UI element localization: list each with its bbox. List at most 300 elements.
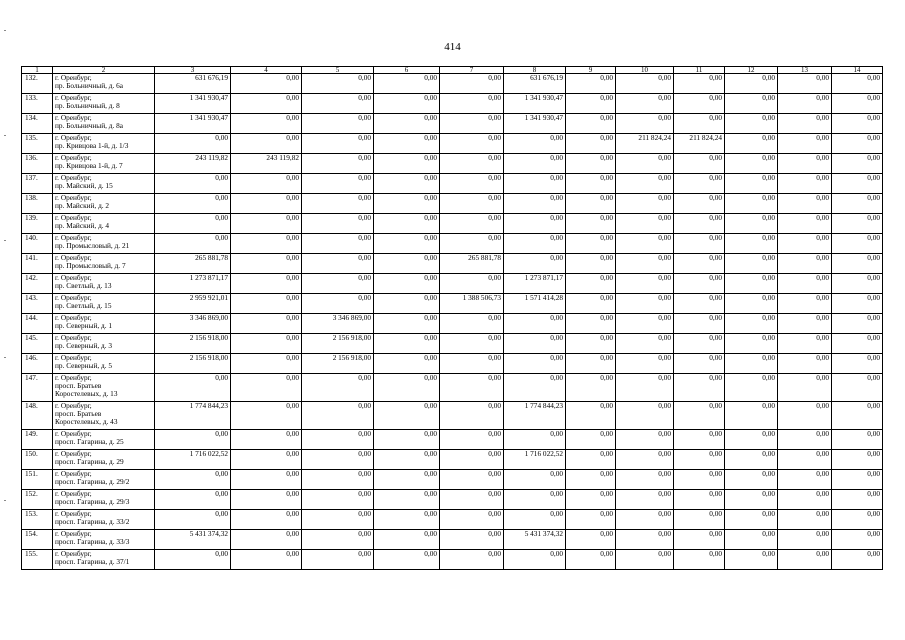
amount-cell: 0,00 <box>778 374 832 402</box>
address-line: пр. Больничный, д. 8 <box>55 101 120 110</box>
column-number: 12 <box>725 67 778 74</box>
amount-cell: 0,00 <box>674 254 725 274</box>
amount-cell: 0,00 <box>440 314 504 334</box>
amount-cell: 0,00 <box>374 470 440 490</box>
address-line: просп. Гагарина, д. 25 <box>55 437 124 446</box>
amount-cell: 0,00 <box>832 374 883 402</box>
amount-cell: 1 341 930,47 <box>504 114 566 134</box>
address-line: пр. Светлый, д. 15 <box>55 301 112 310</box>
amount-cell: 0,00 <box>302 74 374 94</box>
address-line: пр. Больничный, д. 8а <box>55 121 124 130</box>
amount-cell: 0,00 <box>832 294 883 314</box>
amount-cell: 0,00 <box>504 214 566 234</box>
address-cell <box>53 94 155 114</box>
address-line: г. Оренбург, <box>55 73 92 82</box>
amount-cell: 0,00 <box>374 154 440 174</box>
column-number: 9 <box>566 67 616 74</box>
amount-cell: 0,00 <box>616 470 674 490</box>
amount-cell: 0,00 <box>674 374 725 402</box>
address-line: г. Оренбург, <box>55 489 92 498</box>
row-number: 134. <box>22 114 53 134</box>
amount-cell: 0,00 <box>302 550 374 570</box>
amount-cell: 0,00 <box>440 234 504 254</box>
amount-cell: 0,00 <box>566 74 616 94</box>
amount-cell: 0,00 <box>566 134 616 154</box>
amount-cell: 0,00 <box>155 374 231 402</box>
column-number: 3 <box>155 67 231 74</box>
row-number: 152. <box>22 490 53 510</box>
amount-cell: 0,00 <box>778 530 832 550</box>
row-number: 149. <box>22 430 53 450</box>
address-line: просп. Братьев <box>55 381 102 390</box>
table-row <box>22 154 883 174</box>
amount-cell: 0,00 <box>374 134 440 154</box>
address-line: Коростелевых, д. 13 <box>55 389 118 398</box>
amount-cell: 0,00 <box>440 274 504 294</box>
amount-cell: 0,00 <box>231 354 302 374</box>
amount-cell: 0,00 <box>374 334 440 354</box>
address-cell <box>53 430 155 450</box>
amount-cell: 0,00 <box>725 174 778 194</box>
amount-cell: 0,00 <box>566 470 616 490</box>
amount-cell: 0,00 <box>302 490 374 510</box>
amount-cell: 0,00 <box>778 174 832 194</box>
table-row <box>22 254 883 274</box>
address-line: просп. Гагарина, д. 29/3 <box>55 497 130 506</box>
amount-cell: 0,00 <box>374 490 440 510</box>
row-number: 139. <box>22 214 53 234</box>
amount-cell: 0,00 <box>832 402 883 430</box>
amount-cell: 0,00 <box>674 490 725 510</box>
amount-cell: 0,00 <box>155 174 231 194</box>
amount-cell: 0,00 <box>616 274 674 294</box>
row-number: 155. <box>22 550 53 570</box>
amount-cell: 0,00 <box>440 94 504 114</box>
amount-cell: 3 346 869,00 <box>302 314 374 334</box>
address-line: пр. Больничный, д. 6а <box>55 81 124 90</box>
amount-cell: 0,00 <box>504 550 566 570</box>
address-line: г. Оренбург, <box>55 353 92 362</box>
amount-cell: 0,00 <box>374 510 440 530</box>
amount-cell: 0,00 <box>231 490 302 510</box>
amount-cell: 0,00 <box>778 74 832 94</box>
amount-cell: 0,00 <box>231 402 302 430</box>
address-cell <box>53 510 155 530</box>
amount-cell: 0,00 <box>674 550 725 570</box>
amount-cell: 0,00 <box>440 490 504 510</box>
amount-cell: 0,00 <box>616 530 674 550</box>
row-number: 143. <box>22 294 53 314</box>
address-cell <box>53 334 155 354</box>
amount-cell: 0,00 <box>778 314 832 334</box>
table-row <box>22 402 883 430</box>
amount-cell: 211 824,24 <box>616 134 674 154</box>
amount-cell: 0,00 <box>231 134 302 154</box>
amount-cell: 0,00 <box>725 374 778 402</box>
column-number-row <box>22 67 883 74</box>
amount-cell: 0,00 <box>566 314 616 334</box>
row-number: 140. <box>22 234 53 254</box>
amount-cell: 0,00 <box>374 402 440 430</box>
amount-cell: 0,00 <box>566 114 616 134</box>
amount-cell: 0,00 <box>778 430 832 450</box>
amount-cell: 0,00 <box>374 294 440 314</box>
amount-cell: 0,00 <box>504 334 566 354</box>
amount-cell: 0,00 <box>674 510 725 530</box>
amount-cell: 0,00 <box>302 402 374 430</box>
address-line: пр. Промысловый, д. 7 <box>55 261 126 270</box>
amount-cell: 0,00 <box>302 294 374 314</box>
amount-cell: 0,00 <box>374 274 440 294</box>
amount-cell: 0,00 <box>832 510 883 530</box>
address-line: г. Оренбург, <box>55 173 92 182</box>
amount-cell: 0,00 <box>725 334 778 354</box>
amount-cell: 0,00 <box>231 510 302 530</box>
amount-cell: 0,00 <box>566 530 616 550</box>
amount-cell: 0,00 <box>725 114 778 134</box>
amount-cell: 0,00 <box>674 294 725 314</box>
table-row <box>22 194 883 214</box>
table-row <box>22 550 883 570</box>
amount-cell: 0,00 <box>832 274 883 294</box>
amount-cell: 0,00 <box>778 274 832 294</box>
amount-cell: 0,00 <box>440 74 504 94</box>
amount-cell: 0,00 <box>566 274 616 294</box>
address-line: пр. Северный, д. 1 <box>55 321 113 330</box>
amount-cell: 0,00 <box>504 174 566 194</box>
column-number: 11 <box>674 67 725 74</box>
amount-cell: 0,00 <box>566 550 616 570</box>
amount-cell: 0,00 <box>674 470 725 490</box>
amount-cell: 0,00 <box>674 154 725 174</box>
amount-cell: 1 341 930,47 <box>155 94 231 114</box>
amount-cell: 0,00 <box>566 450 616 470</box>
amount-cell: 0,00 <box>832 550 883 570</box>
amount-cell: 0,00 <box>674 234 725 254</box>
amount-cell: 0,00 <box>302 134 374 154</box>
amount-cell: 0,00 <box>778 214 832 234</box>
address-line: г. Оренбург, <box>55 113 92 122</box>
column-number: 5 <box>302 67 374 74</box>
column-number: 14 <box>832 67 883 74</box>
address-cell <box>53 214 155 234</box>
amount-cell: 0,00 <box>440 550 504 570</box>
amount-cell: 0,00 <box>778 354 832 374</box>
amount-cell: 0,00 <box>674 334 725 354</box>
amount-cell: 2 156 918,00 <box>155 354 231 374</box>
amount-cell: 0,00 <box>674 530 725 550</box>
amount-cell: 1 388 506,73 <box>440 294 504 314</box>
amount-cell: 0,00 <box>616 402 674 430</box>
amount-cell: 0,00 <box>616 174 674 194</box>
address-cell <box>53 274 155 294</box>
amount-cell: 0,00 <box>566 510 616 530</box>
table-row <box>22 450 883 470</box>
address-line: пр. Светлый, д. 13 <box>55 281 112 290</box>
amount-cell: 0,00 <box>725 194 778 214</box>
row-number: 137. <box>22 174 53 194</box>
row-number: 150. <box>22 450 53 470</box>
amount-cell: 0,00 <box>374 550 440 570</box>
amount-cell: 0,00 <box>566 194 616 214</box>
row-number: 142. <box>22 274 53 294</box>
amount-cell: 0,00 <box>504 490 566 510</box>
address-line: г. Оренбург, <box>55 469 92 478</box>
amount-cell: 1 341 930,47 <box>155 114 231 134</box>
amount-cell: 0,00 <box>616 334 674 354</box>
amount-cell: 0,00 <box>832 94 883 114</box>
amount-cell: 0,00 <box>302 194 374 214</box>
table-row <box>22 510 883 530</box>
amount-cell: 0,00 <box>504 194 566 214</box>
amount-cell: 0,00 <box>674 174 725 194</box>
amount-cell: 0,00 <box>616 374 674 402</box>
address-line: просп. Гагарина, д. 29 <box>55 457 124 466</box>
amount-cell: 0,00 <box>616 550 674 570</box>
amount-cell: 0,00 <box>231 114 302 134</box>
table-row <box>22 114 883 134</box>
amount-cell: 0,00 <box>155 214 231 234</box>
address-cell <box>53 402 155 430</box>
address-line: г. Оренбург, <box>55 313 92 322</box>
table-row <box>22 234 883 254</box>
amount-cell: 1 341 930,47 <box>504 94 566 114</box>
address-line: г. Оренбург, <box>55 401 92 410</box>
scan-margin-mark <box>4 500 6 501</box>
amount-cell: 1 716 022,52 <box>155 450 231 470</box>
amount-cell: 0,00 <box>231 234 302 254</box>
amount-cell: 0,00 <box>725 294 778 314</box>
amount-cell: 265 881,78 <box>155 254 231 274</box>
table-row <box>22 334 883 354</box>
amount-cell: 211 824,24 <box>674 134 725 154</box>
column-number: 13 <box>778 67 832 74</box>
amount-cell: 0,00 <box>374 374 440 402</box>
amount-cell: 1 273 871,17 <box>155 274 231 294</box>
amount-cell: 0,00 <box>504 234 566 254</box>
amount-cell: 0,00 <box>504 354 566 374</box>
table-row <box>22 354 883 374</box>
address-line: г. Оренбург, <box>55 373 92 382</box>
scan-margin-mark <box>4 135 6 136</box>
amount-cell: 5 431 374,32 <box>155 530 231 550</box>
address-line: пр. Промысловый, д. 21 <box>55 241 130 250</box>
amount-cell: 0,00 <box>778 94 832 114</box>
address-cell <box>53 74 155 94</box>
amount-cell: 3 346 869,00 <box>155 314 231 334</box>
amount-cell: 0,00 <box>231 450 302 470</box>
amount-cell: 243 119,82 <box>231 154 302 174</box>
amount-cell: 0,00 <box>832 74 883 94</box>
amount-cell: 0,00 <box>302 374 374 402</box>
amount-cell: 2 156 918,00 <box>302 354 374 374</box>
address-line: г. Оренбург, <box>55 273 92 282</box>
address-cell <box>53 374 155 402</box>
amount-cell: 0,00 <box>566 234 616 254</box>
amount-cell: 0,00 <box>725 254 778 274</box>
amount-cell: 0,00 <box>231 174 302 194</box>
row-number: 136. <box>22 154 53 174</box>
address-cell <box>53 234 155 254</box>
amount-cell: 0,00 <box>674 430 725 450</box>
column-number: 6 <box>374 67 440 74</box>
amount-cell: 0,00 <box>725 430 778 450</box>
amount-cell: 0,00 <box>566 354 616 374</box>
column-number: 7 <box>440 67 504 74</box>
amount-cell: 0,00 <box>231 374 302 402</box>
address-cell <box>53 294 155 314</box>
amount-cell: 0,00 <box>725 234 778 254</box>
amount-cell: 0,00 <box>832 254 883 274</box>
amount-cell: 0,00 <box>725 510 778 530</box>
row-number: 132. <box>22 74 53 94</box>
amount-cell: 0,00 <box>504 254 566 274</box>
address-line: пр. Северный, д. 5 <box>55 361 113 370</box>
amount-cell: 0,00 <box>155 194 231 214</box>
amount-cell: 0,00 <box>566 402 616 430</box>
address-line: пр. Майский, д. 2 <box>55 201 110 210</box>
address-cell <box>53 354 155 374</box>
column-number: 8 <box>504 67 566 74</box>
row-number: 147. <box>22 374 53 402</box>
amount-cell: 0,00 <box>231 194 302 214</box>
amount-cell: 0,00 <box>832 234 883 254</box>
amount-cell: 0,00 <box>155 550 231 570</box>
amount-cell: 0,00 <box>616 294 674 314</box>
amount-cell: 0,00 <box>566 174 616 194</box>
amount-cell: 0,00 <box>778 550 832 570</box>
amount-cell: 0,00 <box>440 154 504 174</box>
amount-cell: 0,00 <box>674 74 725 94</box>
amount-cell: 0,00 <box>725 470 778 490</box>
amount-cell: 0,00 <box>778 254 832 274</box>
amount-cell: 2 959 921,01 <box>155 294 231 314</box>
address-line: г. Оренбург, <box>55 449 92 458</box>
amount-cell: 0,00 <box>725 490 778 510</box>
amount-cell: 0,00 <box>302 274 374 294</box>
amount-cell: 0,00 <box>674 314 725 334</box>
address-cell <box>53 490 155 510</box>
amount-cell: 0,00 <box>440 402 504 430</box>
amount-cell: 0,00 <box>566 334 616 354</box>
table-row <box>22 134 883 154</box>
amount-cell: 0,00 <box>440 214 504 234</box>
amount-cell: 0,00 <box>778 294 832 314</box>
amount-cell: 0,00 <box>616 154 674 174</box>
amount-cell: 0,00 <box>832 334 883 354</box>
table-row <box>22 374 883 402</box>
amount-cell: 0,00 <box>302 234 374 254</box>
amount-cell: 0,00 <box>231 550 302 570</box>
address-line: г. Оренбург, <box>55 133 92 142</box>
amount-cell: 0,00 <box>374 530 440 550</box>
row-number: 135. <box>22 134 53 154</box>
amount-cell: 0,00 <box>616 490 674 510</box>
amount-cell: 0,00 <box>674 354 725 374</box>
amount-cell: 0,00 <box>440 334 504 354</box>
page-number: 414 <box>444 41 461 53</box>
amount-cell: 0,00 <box>566 154 616 174</box>
amount-cell: 0,00 <box>231 334 302 354</box>
amount-cell: 0,00 <box>231 530 302 550</box>
amount-cell: 0,00 <box>504 154 566 174</box>
amount-cell: 2 156 918,00 <box>155 334 231 354</box>
table-row <box>22 274 883 294</box>
amount-cell: 0,00 <box>504 374 566 402</box>
address-line: г. Оренбург, <box>55 429 92 438</box>
amount-cell: 631 676,19 <box>155 74 231 94</box>
address-line: пр. Майский, д. 15 <box>55 181 113 190</box>
address-cell <box>53 450 155 470</box>
amount-cell: 0,00 <box>778 154 832 174</box>
amount-cell: 0,00 <box>374 430 440 450</box>
amount-cell: 0,00 <box>231 314 302 334</box>
amount-cell: 0,00 <box>616 254 674 274</box>
amount-cell: 0,00 <box>778 402 832 430</box>
row-number: 141. <box>22 254 53 274</box>
amount-cell: 0,00 <box>725 402 778 430</box>
address-line: Коростелевых, д. 43 <box>55 417 118 426</box>
amount-cell: 0,00 <box>440 354 504 374</box>
amount-cell: 0,00 <box>504 470 566 490</box>
amount-cell: 0,00 <box>231 430 302 450</box>
address-line: г. Оренбург, <box>55 529 92 538</box>
amount-cell: 0,00 <box>778 470 832 490</box>
amount-cell: 0,00 <box>374 74 440 94</box>
amount-cell: 0,00 <box>566 94 616 114</box>
amount-cell: 0,00 <box>832 354 883 374</box>
amount-cell: 265 881,78 <box>440 254 504 274</box>
row-number: 153. <box>22 510 53 530</box>
amount-cell: 0,00 <box>440 510 504 530</box>
amount-cell: 0,00 <box>616 114 674 134</box>
amount-cell: 0,00 <box>231 74 302 94</box>
amount-cell: 0,00 <box>155 234 231 254</box>
address-line: просп. Гагарина, д. 33/3 <box>55 537 130 546</box>
amount-cell: 0,00 <box>725 74 778 94</box>
amount-cell: 0,00 <box>302 450 374 470</box>
address-cell <box>53 114 155 134</box>
row-number: 138. <box>22 194 53 214</box>
row-number: 146. <box>22 354 53 374</box>
amount-cell: 0,00 <box>832 470 883 490</box>
amount-cell: 0,00 <box>832 430 883 450</box>
address-line: г. Оренбург, <box>55 233 92 242</box>
amount-cell: 0,00 <box>725 530 778 550</box>
row-number: 144. <box>22 314 53 334</box>
address-cell <box>53 174 155 194</box>
amount-cell: 0,00 <box>566 254 616 274</box>
amount-cell: 0,00 <box>504 430 566 450</box>
address-line: просп. Гагарина, д. 29/2 <box>55 477 130 486</box>
address-cell <box>53 154 155 174</box>
amount-cell: 0,00 <box>725 274 778 294</box>
address-line: просп. Гагарина, д. 33/2 <box>55 517 130 526</box>
address-cell <box>53 134 155 154</box>
amount-cell: 0,00 <box>374 254 440 274</box>
scan-margin-mark <box>4 240 6 241</box>
address-line: г. Оренбург, <box>55 549 92 558</box>
address-line: пр. Северный, д. 3 <box>55 341 113 350</box>
amount-cell: 0,00 <box>302 430 374 450</box>
amount-cell: 0,00 <box>616 510 674 530</box>
amount-cell: 0,00 <box>374 314 440 334</box>
amount-cell: 1 273 871,17 <box>504 274 566 294</box>
amount-cell: 0,00 <box>674 274 725 294</box>
amount-cell: 0,00 <box>832 214 883 234</box>
amount-cell: 5 431 374,32 <box>504 530 566 550</box>
amount-cell: 0,00 <box>302 214 374 234</box>
